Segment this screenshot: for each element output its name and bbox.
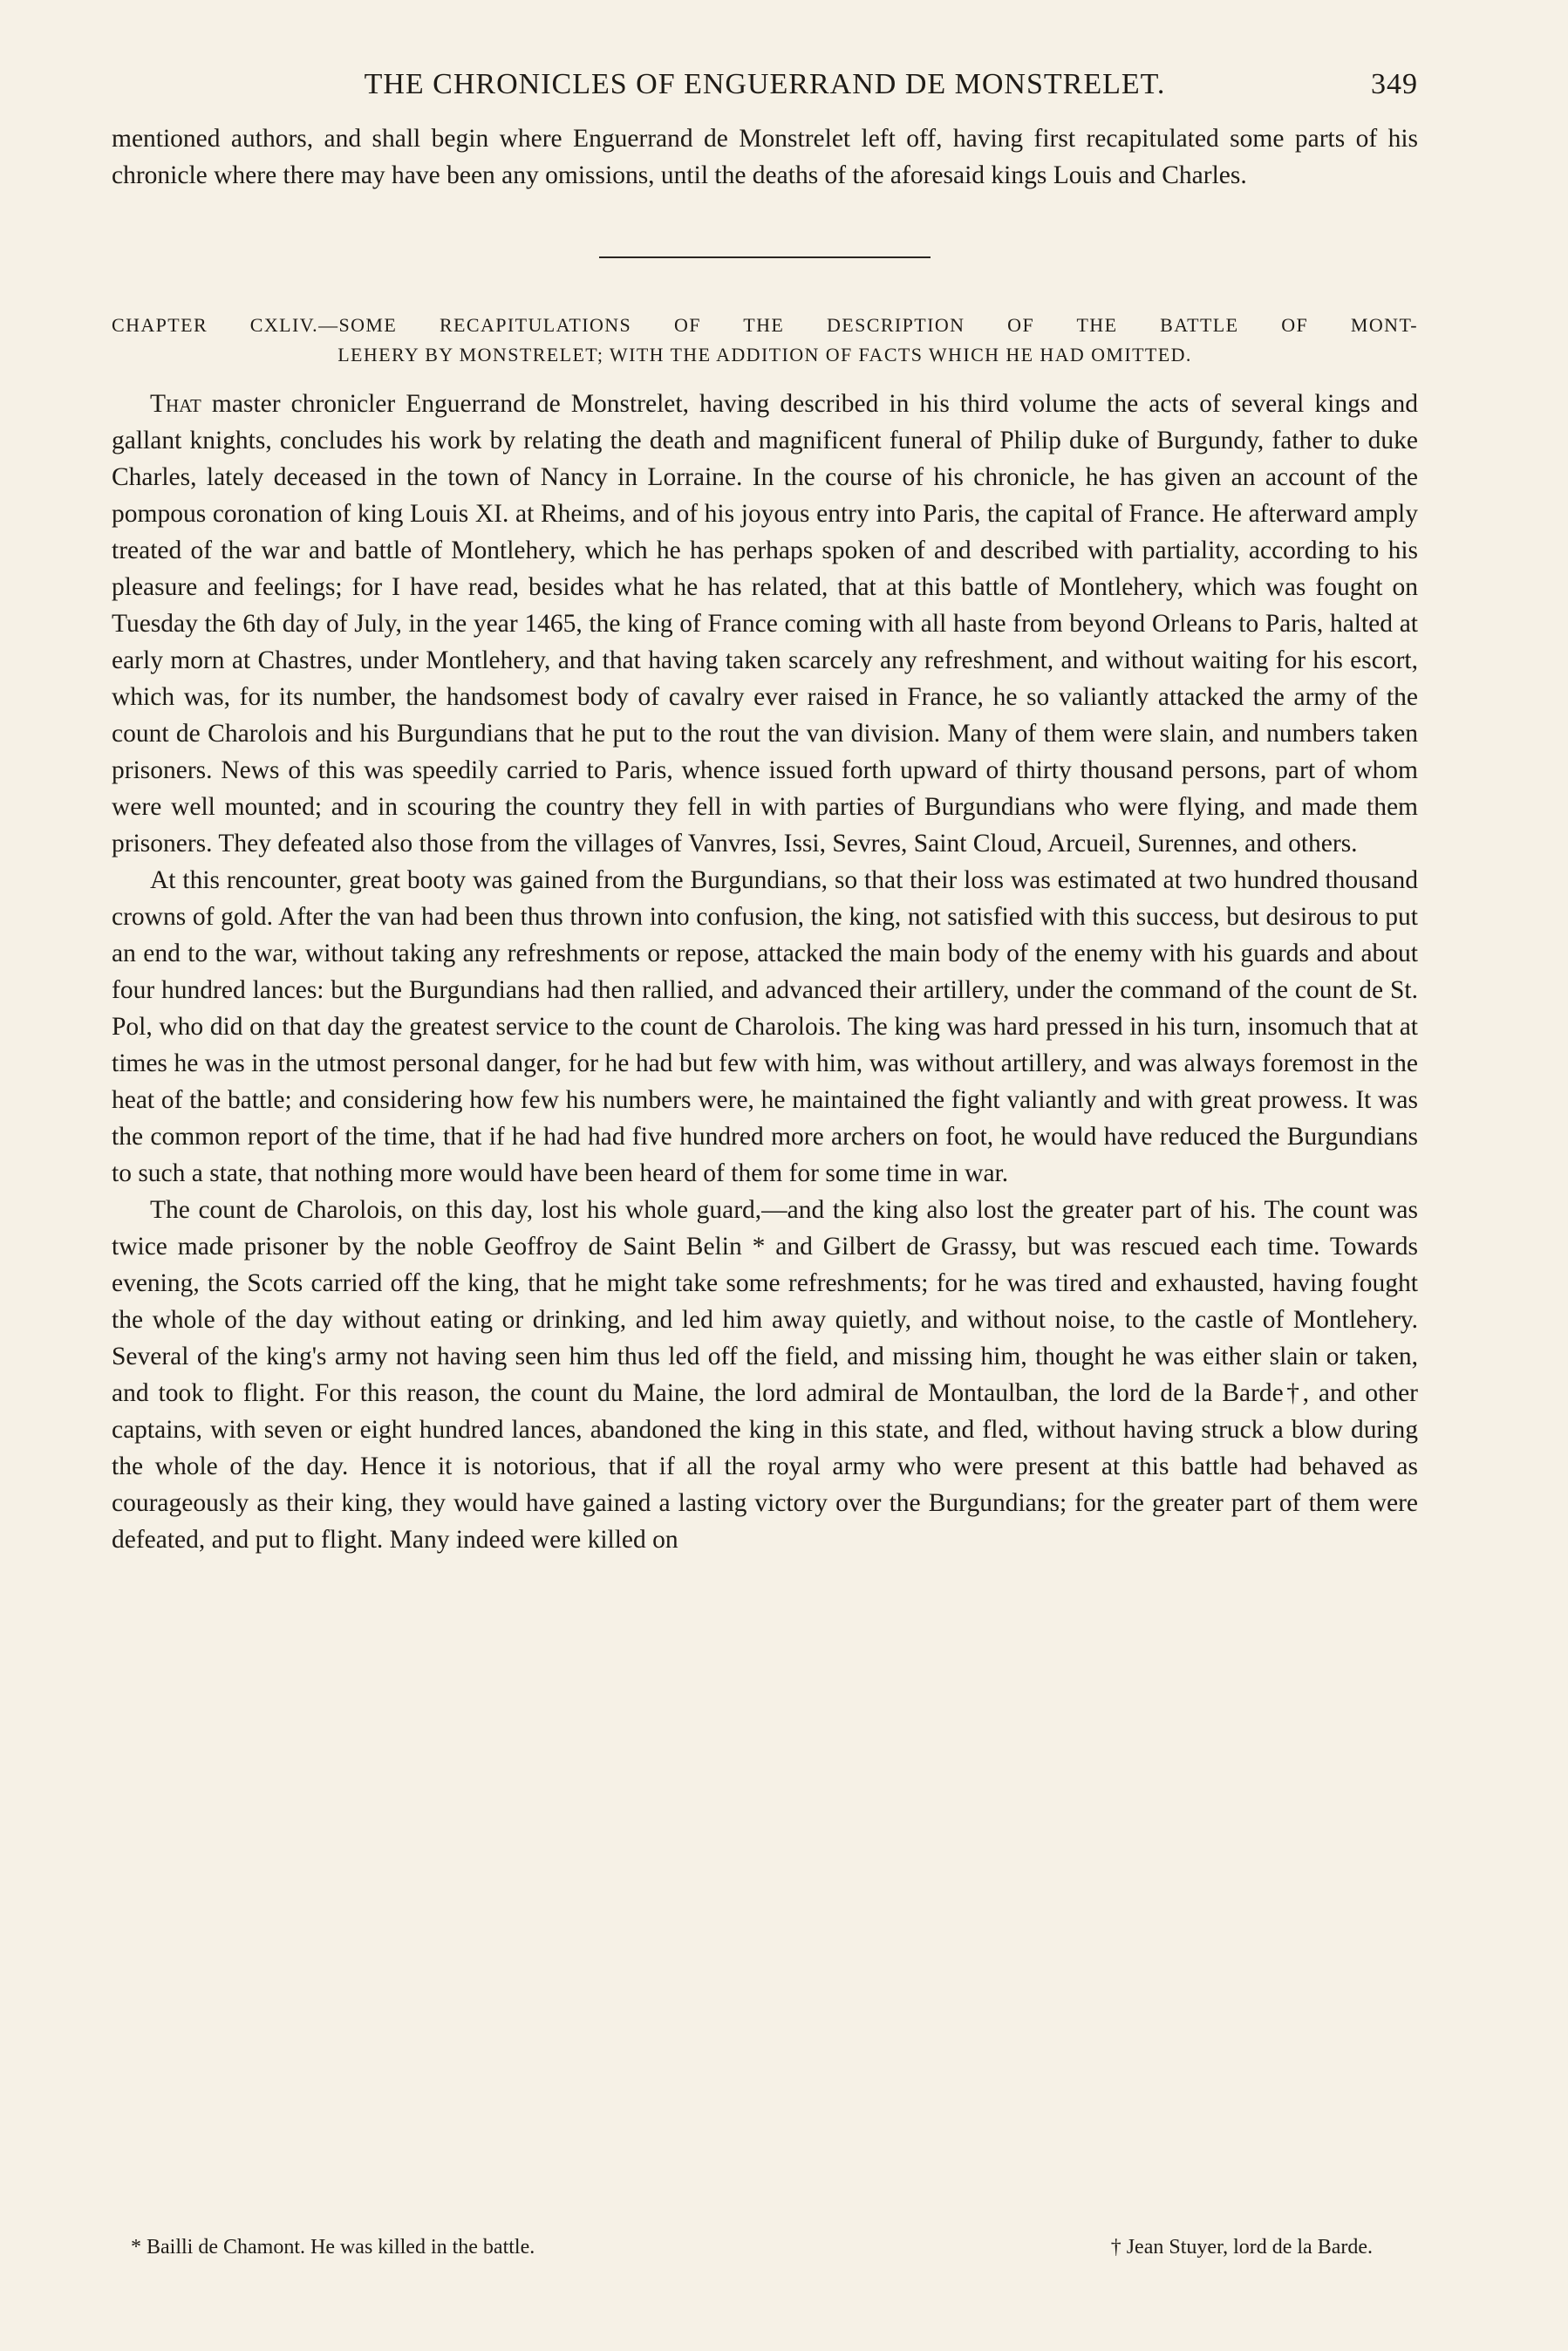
paragraph-1	[112, 386, 1418, 862]
footnotes	[112, 2236, 1418, 2271]
chapter-heading-line-1: CHAPTER CXLIV.—SOME RECAPITULATIONS OF THE DESCRIPTION OF THE BATTLE OF MONT-	[112, 314, 1418, 336]
footnote-dagger: † Jean Stuyer, lord de la Barde.	[1110, 2236, 1373, 2259]
opening-paragraph: mentioned authors, and shall begin where Enguerrand de Monstrelet left off, having first recapitulated some parts of his chronicle where there may have been any omissions, until the deaths of the aforesaid kings Louis and Charles.	[112, 125, 1418, 189]
paragraph-1-first-word: That	[150, 390, 201, 418]
chapter-heading	[112, 311, 1418, 370]
running-head	[112, 68, 1418, 112]
page-number: 349	[1371, 68, 1418, 100]
paragraph-2: At this rencounter, great booty was gained from the Burgundians, so that their loss was estimated at two hundred thousand crowns of gold. After the van had been thus thrown into confusion, the king, not satisfied with this success, but desirous to put an end to the war, without taking any refreshments or repose, attacked the main body of the enemy with his guards and about four hundred lances: but the Burgundians had then rallied, and advanced their artillery, under the command of the count de St. Pol, who did on that day the greatest service to the count de Charolois. The king was hard pressed in his turn, insomuch that at times he was in the utmost personal danger, for he had but few with him, was without artillery, and was always foremost in the heat of the battle; and considering how few his numbers were, he maintained the fight valiantly and with great prowess. It was the common report of the time, that if he had had five hundred more archers on foot, he would have reduced the Burgundians to such a state, that nothing more would have been heard of them for some time in war.	[112, 866, 1418, 1187]
chapter-heading-line-2: LEHERY BY MONSTRELET; WITH THE ADDITION OF FACTS WHICH HE HAD OMITTED.	[337, 344, 1192, 366]
footnote-star: * Bailli de Chamont. He was killed in the battle.	[131, 2236, 535, 2259]
section-divider	[599, 256, 931, 258]
running-head-title: THE CHRONICLES OF ENGUERRAND DE MONSTRELET.	[364, 68, 1166, 100]
paragraph-3: The count de Charolois, on this day, lost his whole guard,—and the king also lost the greater part of his. The count was twice made prisoner by the noble Geoffroy de Saint Belin * and Gilbert de Grassy, but was rescued each time. Towards evening, the Scots carried off the king, that he might take some refreshments; for he was tired and exhausted, having fought the whole of the day without eating or drinking, and led him away quietly, and without noise, to the castle of Montlehery. Several of the king's army not having seen him thus led off the field, and missing him, thought he was either slain or taken, and took to flight. For this reason, the count du Maine, the lord admiral de Montaulban, the lord de la Barde†, and other captains, with seven or eight hundred lances, abandoned the king in this state, and fled, without having struck a blow during the whole of the day. Hence it is notorious, that if all the royal army who were present at this battle had behaved as courageously as their king, they would have gained a lasting victory over the Burgundians; for the greater part of them were defeated, and put to flight. Many indeed were killed on	[112, 1196, 1418, 1554]
book-page	[112, 68, 1418, 1558]
paragraph-1-text: master chronicler Enguerrand de Monstrelet, having described in his third volume the acts of several kings and gallant knights, concludes his work by relating the death and magnificent funeral of Philip duke of Burgundy, father to duke Charles, lately deceased in the town of Nancy in Lorraine. In the course of his chronicle, he has given an account of the pompous coronation of king Louis XI. at Rheims, and of his joyous entry into Paris, the capital of France. He afterward amply treated of the war and battle of Montlehery, which he has perhaps spoken of and described with partiality, according to his pleasure and feelings; for I have read, besides what he has related, that at this battle of Montlehery, which was fought on Tuesday the 6th day of July, in the year 1465, the king of France coming with all haste from beyond Orleans to Paris, halted at early morn at Chastres, under Montlehery, and that having taken scarcely any refreshment, and without waiting for his escort, which was, for its number, the handsomest body of cavalry ever raised in France, he so valiantly attacked the army of the count de Charolois and his Burgundians that he put to the rout the van division. Many of them were slain, and numbers taken prisoners. News of this was speedily carried to Paris, whence issued forth upward of thirty thousand persons, part of whom were well mounted; and in scouring the country they fell in with parties of Burgundians who were flying, and made them prisoners. They defeated also those from the villages of Vanvres, Issi, Sevres, Saint Cloud, Arcueil, Surennes, and others.	[112, 390, 1419, 858]
